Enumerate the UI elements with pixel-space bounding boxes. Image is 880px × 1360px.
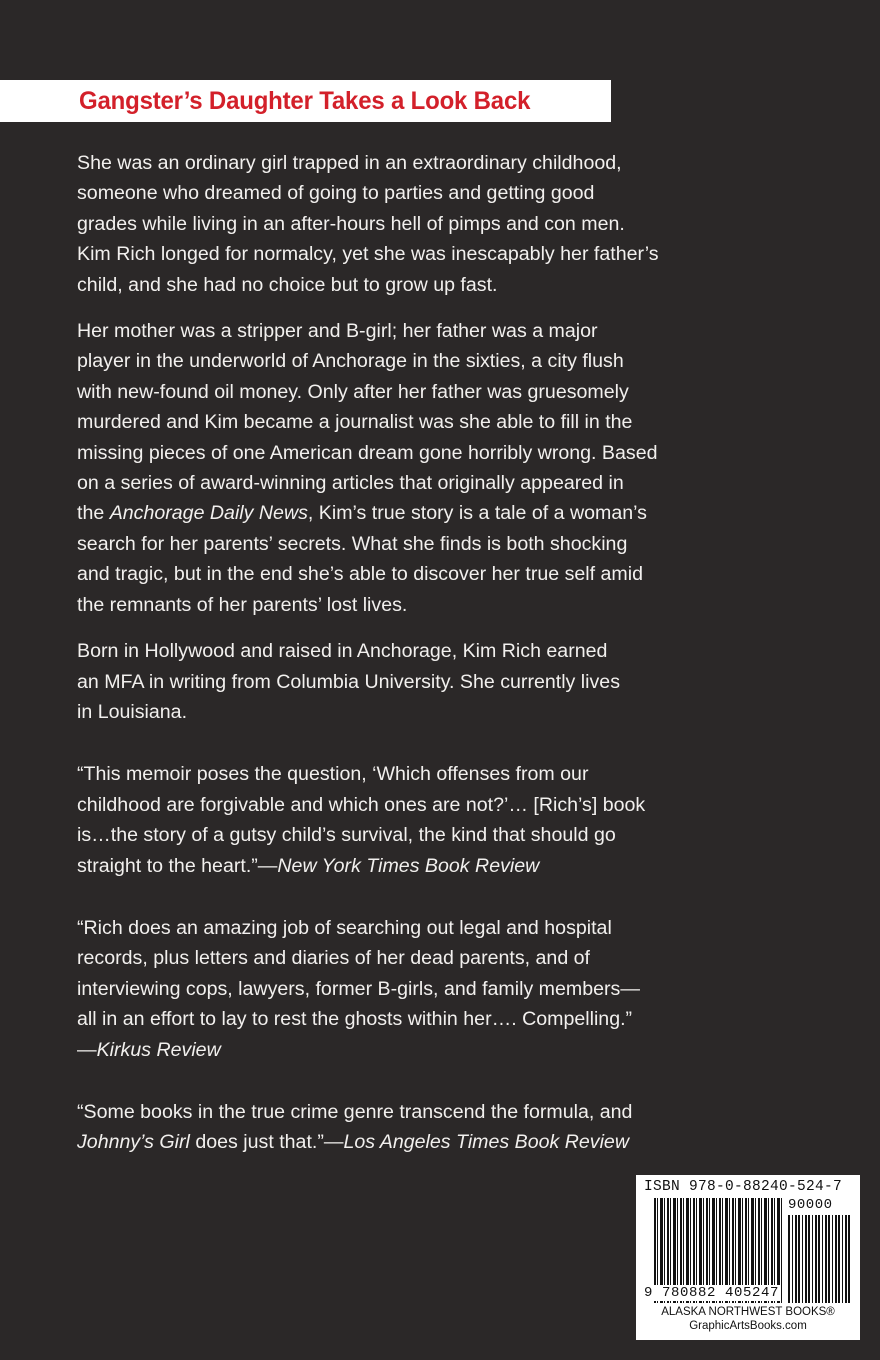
review-quote-nyt — [77, 759, 837, 881]
text-line: an MFA in writing from Columbia University. She currently lives — [77, 670, 620, 693]
text-line: Born in Hollywood and raised in Anchorage, Kim Rich earned — [77, 640, 608, 663]
text-line: She was an ordinary girl trapped in an extraordinary childhood, — [77, 152, 622, 174]
publisher-website: GraphicArtsBooks.com — [689, 1320, 807, 1332]
author-bio — [77, 636, 837, 727]
text-line: on a series of award-winning articles that originally appeared in — [77, 472, 624, 495]
text-line: missing pieces of one American dream gone horribly wrong. Based — [77, 441, 658, 464]
newspaper-title: Anchorage Daily News — [109, 502, 308, 525]
text-line — [77, 1035, 837, 1065]
text-line: in Louisiana. — [77, 700, 188, 723]
text-line: “Some books in the true crime genre transcend the formula, and — [77, 1100, 633, 1123]
isbn-barcode-block — [636, 1175, 860, 1340]
text-line: search for her parents’ secrets. What she finds is both shocking — [77, 532, 628, 555]
text-line: is…the story of a gutsy child’s survival, the kind that should go — [77, 824, 616, 847]
text-fragment: — — [77, 1038, 97, 1061]
text-line — [77, 851, 837, 881]
text-line: player in the underworld of Anchorage in the sixties, a city flush — [77, 350, 624, 373]
text-line: all in an effort to lay to rest the ghosts within her…. Compelling.” — [77, 1008, 633, 1031]
text-line — [77, 1127, 837, 1157]
barcode-addon-icon — [788, 1215, 850, 1303]
text-line: interviewing cops, lawyers, former B-girls, and family members— — [77, 977, 640, 1000]
book-title: Johnny’s Girl — [77, 1131, 190, 1154]
text-line: Her mother was a stripper and B-girl; her father was a major — [77, 320, 598, 343]
review-quote-lat — [77, 1097, 837, 1158]
text-line: grades while living in an after-hours hell of pimps and con men. — [77, 212, 625, 235]
text-line: records, plus letters and diaries of her dead parents, and of — [77, 947, 591, 970]
text-fragment: the — [77, 502, 110, 525]
text-line: childhood are forgivable and which ones are not?’… [Rich’s] book — [77, 793, 646, 816]
back-cover-text — [77, 148, 837, 1158]
review-source: New York Times Book Review — [277, 854, 540, 877]
barcode-digits: 9 780882 405247 — [644, 1285, 780, 1301]
text-line: someone who dreamed of going to parties and getting good — [77, 182, 595, 205]
text-line: with new-found oil money. Only after her father was gruesomely — [77, 380, 629, 403]
review-source: Kirkus Review — [96, 1038, 221, 1061]
text-fragment: straight to the heart.”— — [77, 854, 278, 877]
text-fragment: does just that.”— — [189, 1131, 344, 1154]
review-quote-kirkus — [77, 913, 837, 1065]
isbn-number: ISBN 978-0-88240-524-7 — [644, 1179, 843, 1195]
text-line: the remnants of her parents’ lost lives. — [77, 593, 408, 616]
text-line: and tragic, but in the end she’s able to discover her true self amid — [77, 563, 644, 586]
publisher-info — [636, 1305, 860, 1333]
text-line: “This memoir poses the question, ‘Which offenses from our — [77, 763, 589, 786]
text-line: murdered and Kim became a journalist was she able to fill in the — [77, 411, 633, 434]
barcode-addon-number: 90000 — [788, 1197, 833, 1213]
banner-title: Gangster’s Daughter Takes a Look Back — [79, 86, 531, 115]
description-paragraph-2 — [77, 316, 837, 620]
text-line: child, and she had no choice but to grow up fast. — [77, 273, 498, 296]
text-line: “Rich does an amazing job of searching out legal and hospital — [77, 916, 612, 939]
description-paragraph-1 — [77, 148, 837, 300]
text-line: Kim Rich longed for normalcy, yet she was inescapably her father’s — [77, 243, 659, 266]
review-source: Los Angeles Times Book Review — [343, 1131, 629, 1154]
publisher-name: ALASKA NORTHWEST BOOKS® — [661, 1306, 835, 1318]
title-banner — [0, 80, 611, 122]
text-fragment: , Kim’s true story is a tale of a woman’s — [307, 502, 647, 525]
text-line — [77, 498, 837, 528]
